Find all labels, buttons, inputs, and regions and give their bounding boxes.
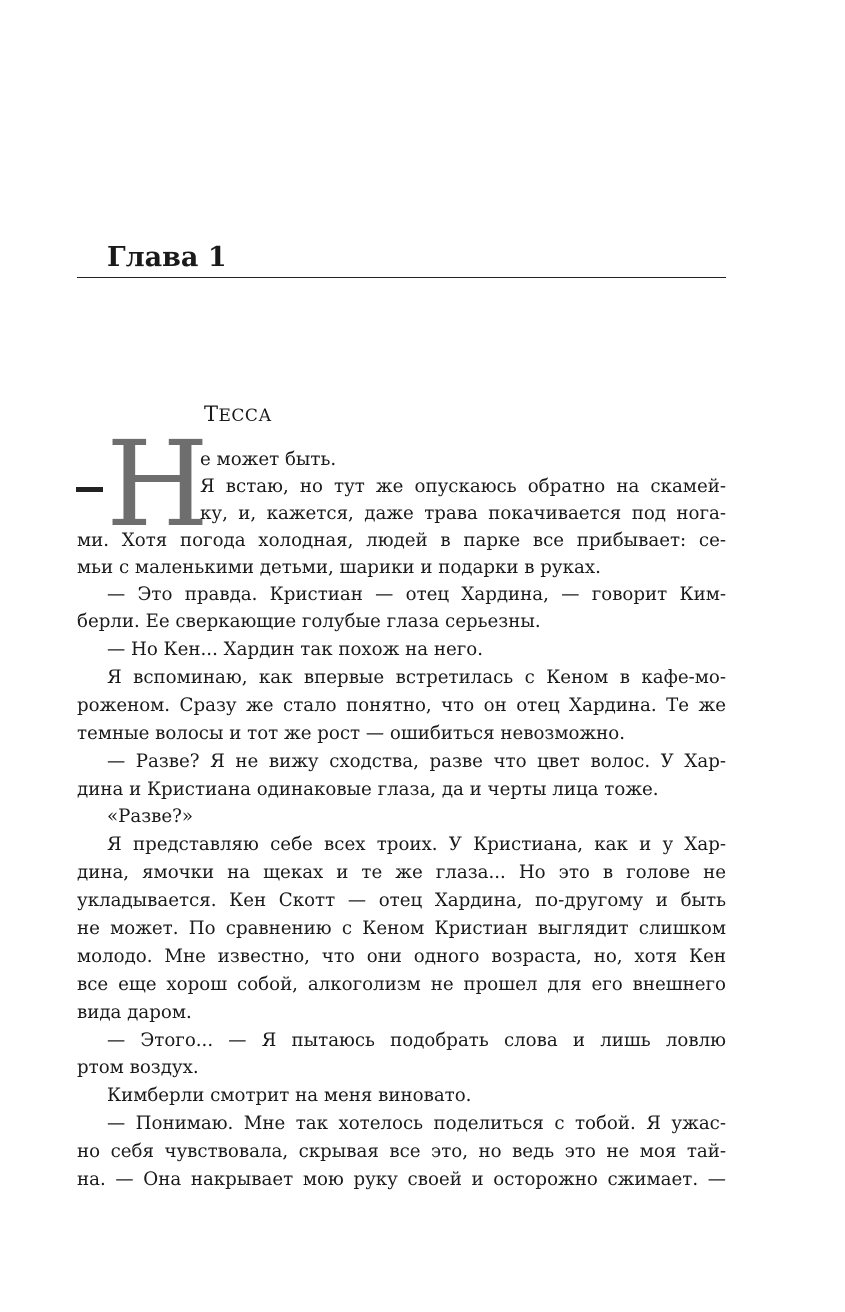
text-line: дина, ямочки на щеках и те же глаза... Но это в голове не [77,862,726,883]
text-line: ртом воздух. [77,1057,199,1078]
text-line: но себя чувствовала, скрывая все это, но ведь это не моя тай- [77,1141,726,1162]
text-line: — Но Кен... Хардин так похож на него. [107,639,484,660]
text-line: вида даром. [77,1002,192,1023]
drop-cap-letter: Н [106,415,209,553]
text-line: темные волосы и тот же рост — ошибиться невозможно. [77,723,626,744]
text-line: роженом. Сразу же стало понятно, что он отец Хардина. Те же [77,695,726,716]
text-line: берли. Ее сверкающие голубые глаза серьезны. [77,611,541,632]
text-line: на. — Она накрывает мою руку своей и осторожно сжимает. — [77,1169,726,1190]
text-line: Кимберли смотрит на меня виновато. [107,1085,472,1106]
text-line: молодо. Мне известно, что они одного возраста, но, хотя Кен [77,946,726,967]
text-line: Я вспоминаю, как впервые встретилась с Кеном в кафе-мо- [107,667,726,688]
pov-heading-initial: Т [204,402,219,426]
chapter-divider [77,277,726,278]
text-line: дина и Кристиана одинаковые глаза, да и черты лица тоже. [77,779,659,800]
text-line: ку, и, кажется, даже трава покачивается под нога- [200,503,726,524]
text-line: — Разве? Я не вижу сходства, разве что цвет волос. У Хар- [107,751,726,772]
text-line: все еще хорош собой, алкоголизм не прошел для его внешнего [77,974,726,995]
text-line: Я представляю себе всех троих. У Кристиана, как и у Хар- [107,834,726,855]
pov-heading-rest: ЕССА [218,406,272,426]
text-line: Я встаю, но тут же опускаюсь обратно на скамей- [200,476,726,497]
chapter-title: Глава 1 [107,242,227,273]
text-line: укладывается. Кен Скотт — отец Хардина, по-другому и быть [77,890,726,911]
text-line: е может быть. [200,449,337,470]
text-line: не может. По сравнению с Кеном Кристиан выглядит слишком [77,918,726,939]
drop-cap-dash [76,487,103,492]
text-line: мьи с маленькими детьми, шарики и подарки в руках. [77,557,601,578]
text-line: — Этого... — Я пытаюсь подобрать слова и лишь ловлю [107,1030,726,1051]
text-line: — Понимаю. Мне так хотелось поделиться с тобой. Я ужас- [107,1113,726,1134]
pov-heading [204,402,272,426]
text-line: ми. Хотя погода холодная, людей в парке все прибывает: се- [77,530,726,551]
text-line: «Разве?» [107,806,194,827]
text-line: — Это правда. Кристиан — отец Хардина, — говорит Ким- [107,584,726,605]
